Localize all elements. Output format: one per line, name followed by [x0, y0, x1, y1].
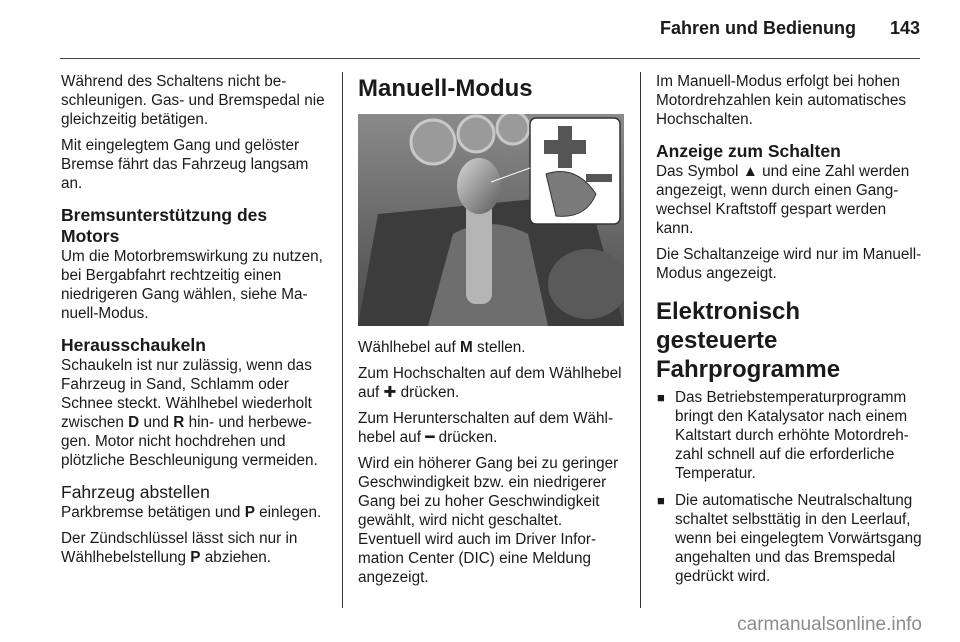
- text-run: drücken.: [396, 384, 460, 401]
- list-item-text: Die automatische Neutralschaltung schaltet selbsttätig in den Leerlauf, wenn bei eingelegtem Vorwärtsgang angehalten und das Bremspedal gedrückt wird.: [675, 492, 922, 585]
- bullet-list: [656, 388, 924, 586]
- text-run: Der Zündschlüssel lässt sich nur in Wählhebelstellung: [61, 530, 298, 566]
- text-run: Wählhebel auf: [358, 339, 461, 356]
- list-item: [656, 491, 924, 586]
- paragraph: Mit eingelegtem Gang und gelöster Bremse fährt das Fahrzeug langsam an.: [61, 137, 309, 192]
- text-run: hin- und herbewegen. Motor nicht hochdrehen und plötzliche Beschleunigung vermeiden.: [61, 414, 318, 469]
- paragraph: [61, 356, 327, 470]
- gear-label: M: [460, 339, 473, 356]
- text-run: einlegen.: [254, 504, 322, 521]
- paragraph: Im Manuell-Modus erfolgt bei hohen Motordrehzahlen kein automatisches Hochschalten.: [656, 73, 906, 128]
- gear-selector-illustration: [358, 114, 624, 326]
- text-run: abziehen.: [200, 549, 272, 566]
- text-run: drücken.: [434, 429, 498, 446]
- page-number: 143: [889, 18, 920, 38]
- section-heading: Manuell-Modus: [358, 75, 533, 102]
- text-run: stellen.: [472, 339, 526, 356]
- section-heading: Elektronisch gesteuerte Fahrprogramme: [656, 298, 841, 383]
- gear-label: D: [128, 414, 140, 431]
- paragraph: Die Schaltanzeige wird nur im Manuell-Modus angezeigt.: [656, 246, 922, 282]
- list-item-text: Das Betriebstemperaturprogramm bringt den Katalysator nach einem Kaltstart durch erhöhte Motordrehzahl schnell auf die erforderliche Temperatur.: [675, 389, 909, 482]
- text-run: Das Symbol: [656, 163, 743, 180]
- section-heading: Fahrzeug abstellen: [61, 482, 210, 502]
- gear-label: R: [173, 414, 185, 431]
- paragraph: [358, 409, 626, 447]
- column-left: [61, 72, 327, 574]
- page-header: [60, 18, 920, 48]
- paragraph: Wird ein höherer Gang bei zu geringer Geschwindigkeit bzw. ein niedrigerer Gang bei zu hoher Geschwindigkeit gewählt, wird nicht geschaltet. Eventuell wird auch im Driver Information Center (DIC) eine Meldung angezeigt.: [358, 455, 619, 586]
- paragraph: [61, 529, 327, 567]
- text-run: Zum Herunterschalten auf dem Wählhebel auf: [358, 410, 614, 446]
- watermark: carmanualsonline.info: [737, 614, 922, 635]
- column-right: [656, 72, 924, 594]
- minus-icon: ━: [425, 429, 435, 446]
- column-middle: [358, 74, 626, 594]
- header-title: Fahren und Bedienung: [659, 18, 856, 38]
- header-divider: [60, 58, 920, 59]
- text-run: Zum Hochschalten auf dem Wählhebel auf: [358, 365, 622, 401]
- section-heading: Herausschaukeln: [61, 335, 206, 355]
- triangle-up-icon: ▲: [742, 163, 758, 180]
- text-run: und: [139, 414, 174, 431]
- gear-label: P: [190, 549, 201, 566]
- plus-icon: ✚: [383, 384, 397, 401]
- text-run: Parkbremse betätigen und: [61, 504, 245, 521]
- section-heading: Anzeige zum Schalten: [656, 141, 841, 161]
- square-bullet-icon: ■: [657, 493, 665, 508]
- text-run: und eine Zahl werden angezeigt, wenn durch einen Gangwechsel Kraftstoff gespart werden kann.: [656, 163, 910, 237]
- gear-selector-image: [358, 114, 624, 326]
- paragraph: [656, 162, 924, 238]
- paragraph: [358, 338, 626, 357]
- column-divider: [640, 72, 641, 608]
- square-bullet-icon: ■: [657, 390, 665, 405]
- text-run: Schaukeln ist nur zulässig, wenn das Fahrzeug in Sand, Schlamm oder Schnee steckt. Wählhebel wiederholt zwischen: [61, 357, 312, 431]
- gear-label: P: [244, 504, 255, 521]
- section-heading: Bremsunterstützung des Motors: [61, 205, 268, 246]
- paragraph: [61, 503, 327, 522]
- column-divider: [342, 72, 343, 608]
- paragraph: Während des Schaltens nicht beschleunigen. Gas- und Bremspedal nie gleichzeitig betätigen.: [61, 73, 325, 128]
- paragraph: Um die Motorbremswirkung zu nutzen, bei Bergabfahrt rechtzeitig einen niedrigeren Gang wählen, siehe Manuell-Modus.: [61, 248, 323, 322]
- paragraph: [358, 364, 626, 402]
- list-item: [656, 388, 924, 483]
